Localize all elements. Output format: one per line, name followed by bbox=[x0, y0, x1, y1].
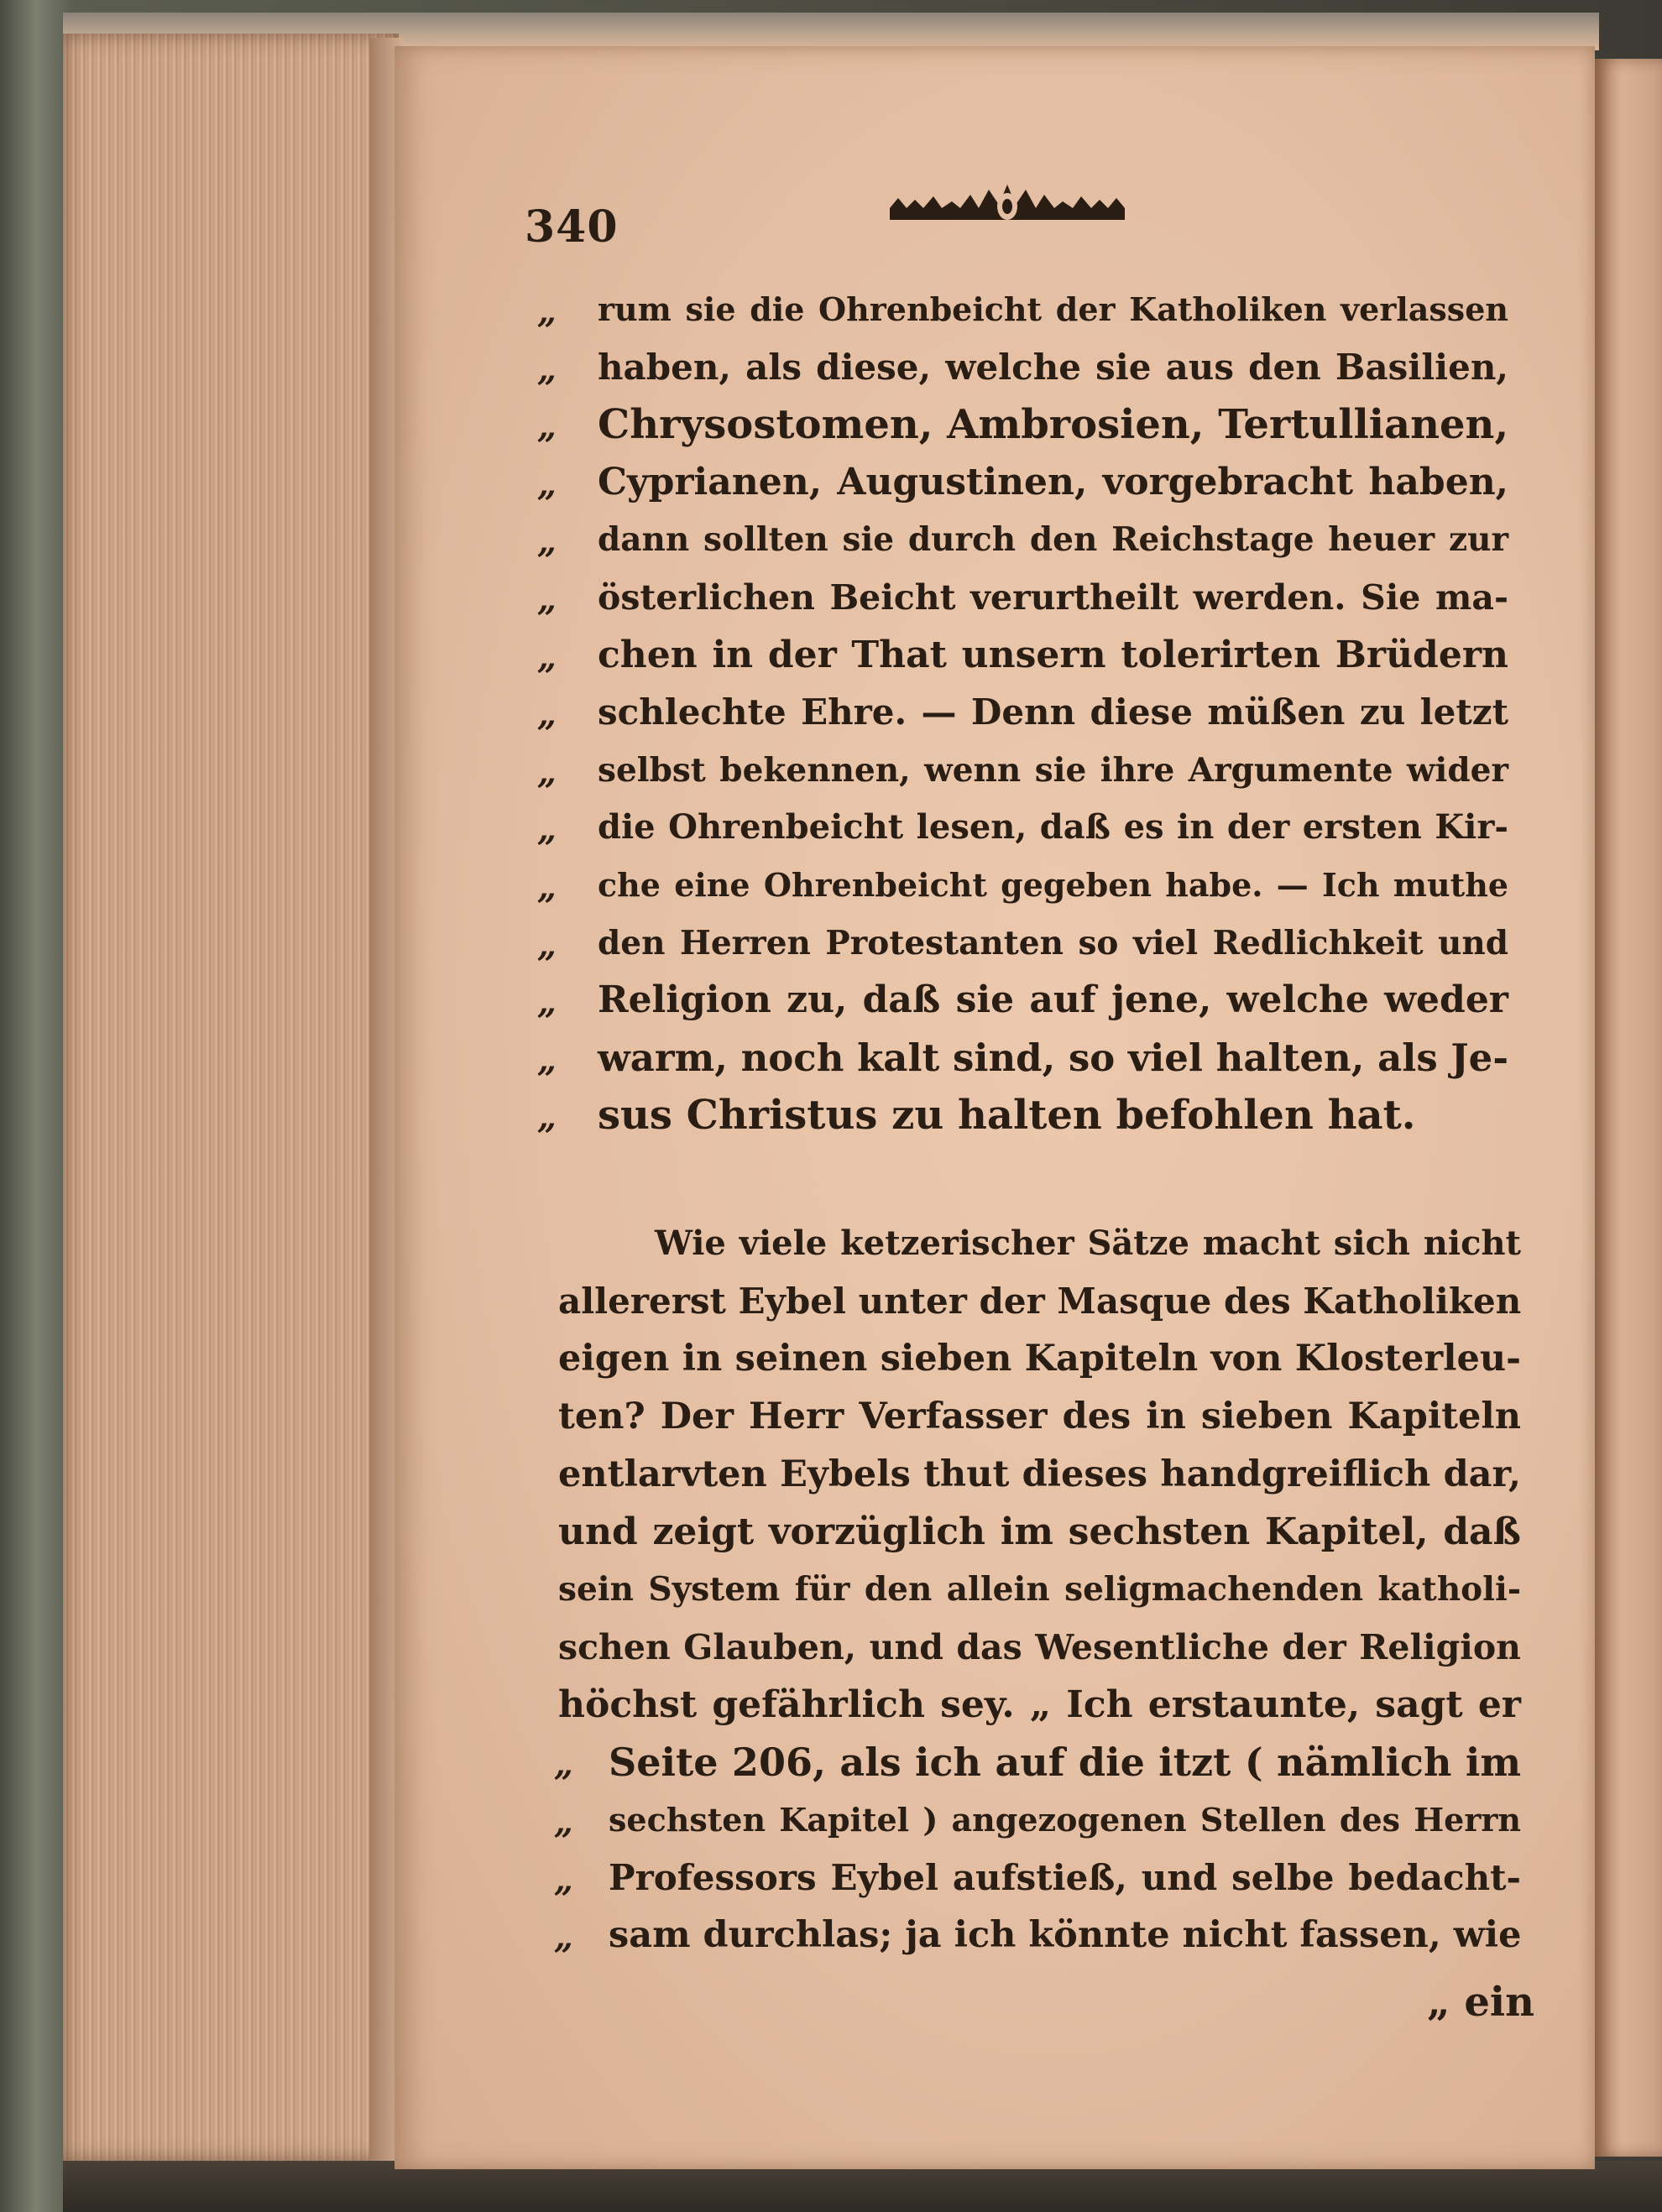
quoted-line: warm, noch kalt sind, so viel halten, als Je- bbox=[598, 1036, 1508, 1080]
quote-mark: „ bbox=[537, 983, 557, 1022]
quoted-line: österlichen Beicht verurtheilt werden. Sie ma- bbox=[598, 577, 1508, 618]
quoted-line: selbst bekennen, wenn sie ihre Argumente wider bbox=[598, 751, 1508, 790]
paragraph-line: ten? Der Herr Verfasser des in sieben Kapiteln bbox=[558, 1396, 1521, 1437]
facing-page-edge bbox=[1595, 59, 1662, 2157]
quote-mark: „ bbox=[537, 292, 557, 331]
quote-mark: „ bbox=[537, 695, 557, 734]
paragraph-line: sam durchlas; ja ich könnte nicht fassen, wie bbox=[609, 1914, 1522, 1956]
paragraph-line: eigen in seinen sieben Kapiteln von Klosterleu- bbox=[558, 1338, 1521, 1380]
paragraph-line: Professors Eybel aufstieß, und selbe bedacht- bbox=[609, 1857, 1521, 1898]
quoted-line: sus Christus zu halten befohlen hat. bbox=[598, 1092, 1416, 1139]
quoted-line: Religion zu, daß sie auf jene, welche weder bbox=[598, 978, 1508, 1021]
quote-mark: „ bbox=[537, 407, 557, 446]
quoted-line: rum sie die Ohrenbeicht der Katholiken verlassen bbox=[598, 290, 1508, 328]
quote-mark: „ bbox=[537, 522, 557, 561]
quote-mark: „ bbox=[537, 810, 557, 849]
quote-mark: „ bbox=[537, 1098, 557, 1137]
quoted-line: schlechte Ehre. — Denn diese müßen zu letzt bbox=[598, 691, 1508, 733]
paragraph-line: sein System für den allein seligmachenden katholi- bbox=[558, 1570, 1521, 1609]
quote-mark: „ bbox=[554, 1917, 574, 1957]
quoted-line: che eine Ohrenbeicht gegeben habe. — Ich muthe bbox=[598, 866, 1508, 904]
quote-mark: „ bbox=[537, 868, 557, 907]
headpiece-ornament bbox=[890, 183, 1125, 227]
paragraph-line: allererst Eybel unter der Masque des Katholiken bbox=[558, 1281, 1522, 1322]
quote-mark: „ bbox=[554, 1745, 574, 1784]
quote-mark: „ bbox=[554, 1802, 574, 1842]
quote-mark: „ bbox=[537, 350, 557, 389]
quote-mark: „ bbox=[537, 926, 557, 965]
quote-mark: „ bbox=[537, 638, 557, 677]
quoted-line: dann sollten sie durch den Reichstage heuer zur bbox=[598, 520, 1508, 559]
paragraph-line: entlarvten Eybels thut dieses handgreiflich dar, bbox=[558, 1453, 1521, 1495]
paragraph-line: und zeigt vorzüglich im sechsten Kapitel, daß bbox=[558, 1510, 1521, 1553]
paragraph-line: Seite 206, als ich auf die itzt ( nämlich im bbox=[609, 1740, 1521, 1785]
quote-mark: „ bbox=[537, 465, 557, 504]
paragraph-line: schen Glauben, und das Wesentliche der Religion bbox=[558, 1627, 1521, 1667]
page-stack-edges bbox=[63, 34, 399, 2161]
quoted-line: Cyprianen, Augustinen, vorgebracht haben, bbox=[598, 461, 1508, 503]
quoted-line: die Ohrenbeicht lesen, daß es in der ersten Kir- bbox=[598, 807, 1508, 847]
quoted-line: Chrysostomen, Ambrosien, Tertullianen, bbox=[598, 401, 1509, 448]
quote-mark: „ bbox=[554, 1860, 574, 1900]
quote-mark: „ bbox=[537, 1041, 557, 1080]
quote-mark: „ bbox=[537, 580, 557, 619]
paragraph-line: sechsten Kapitel ) angezogenen Stellen des Herrn bbox=[609, 1801, 1521, 1839]
quoted-line: haben, als diese, welche sie aus den Basilien, bbox=[598, 347, 1508, 388]
page-number: 340 bbox=[525, 201, 619, 253]
quoted-line: chen in der That unsern tolerirten Brüdern bbox=[598, 634, 1508, 676]
paragraph-line: Wie viele ketzerischer Sätze macht sich nicht bbox=[655, 1223, 1521, 1263]
book-cover-edge bbox=[0, 0, 71, 2212]
quote-mark: „ bbox=[537, 753, 557, 792]
paragraph-line: höchst gefährlich sey. „ Ich erstaunte, sagt er bbox=[558, 1683, 1521, 1726]
quoted-line: den Herren Protestanten so viel Redlichkeit und bbox=[598, 924, 1508, 963]
catchword: „ ein bbox=[1427, 1979, 1534, 2026]
